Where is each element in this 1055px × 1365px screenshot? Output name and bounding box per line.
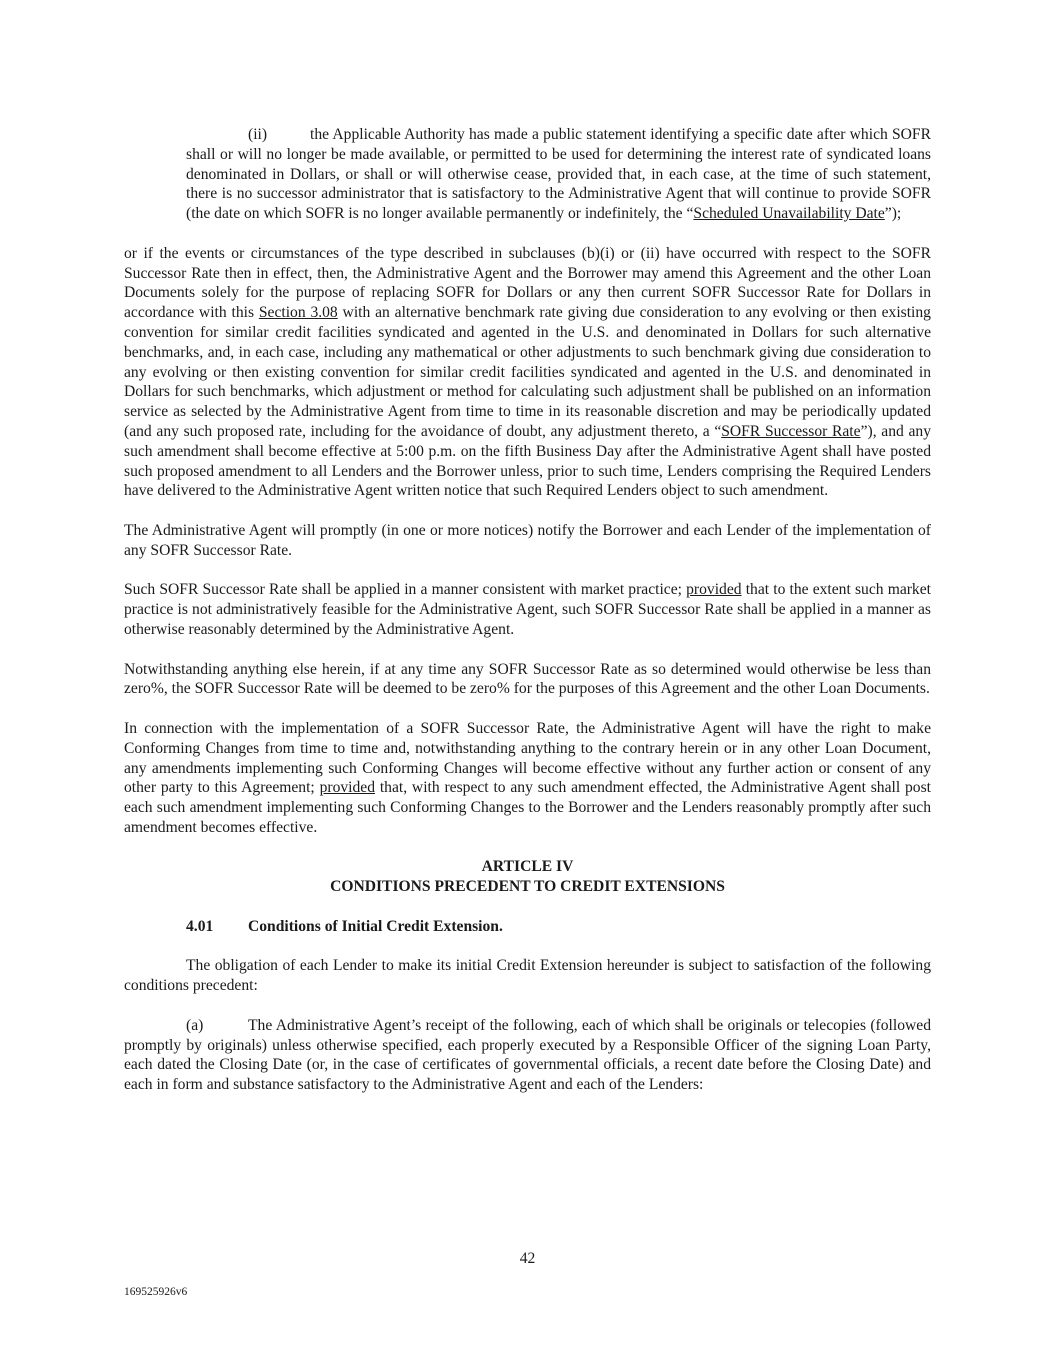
clause-a: [124, 1016, 931, 1095]
clause-ii-closing: ”);: [884, 205, 902, 223]
paragraph-obligation: The obligation of each Lender to make its initial Credit Extension hereunder is subject to satisfaction of the following conditions precedent:: [124, 957, 931, 995]
paragraph-applied-text-1: Such SOFR Successor Rate shall be applied in a manner consistent with market practice;: [124, 581, 687, 599]
paragraph-or-if-text-2: with an alternative benchmark rate giving due consideration to any evolving or then existing convention for similar credit facilities syndicated and agented in the U.S. and denominated in Dollars for such alternative benchmarks, and, in each case, including any mathematical or other adjustments to such benchmark giving due consideration to any evolving or then existing convention for similar credit facilities syndicated and agented in the U.S. and denominated in Dollars for such benchmarks, which adjustment or method for calculating such adjustment shall be published on an information service as selected by the Administrative Agent from time to time in its reasonable discretion and may be periodically updated (and any such proposed rate, including for the avoidance of doubt, any adjustment thereto, a “: [124, 304, 931, 440]
provided-term: provided: [319, 779, 376, 797]
clause-ii-marker: (ii): [248, 126, 268, 143]
clause-ii: [186, 125, 931, 224]
paragraph-applied: [124, 580, 931, 639]
section-number: 4.01: [186, 917, 214, 935]
section-reference: Section 3.08: [258, 304, 338, 322]
paragraph-zero-floor: Notwithstanding anything else herein, if at any time any SOFR Successor Rate as so determined would otherwise be less than zero%, the SOFR Successor Rate will be deemed to be zero% for the purposes of this Agreement and the other Loan Documents.: [124, 660, 931, 698]
document-id: 169525926v6: [124, 1286, 188, 1298]
paragraph-conforming-text-1: In connection with the implementation of a SOFR Successor Rate, the Administrative Agent will have the right to make Conforming Changes from time to time and, notwithstanding anything to the contrary herein or in any other Loan Document, any amendments implementing such Conforming Changes will become effective without any further action or consent of any other party to this Agreement;: [124, 719, 931, 797]
document-body: [124, 125, 931, 1115]
paragraph-conforming-text-2: that, with respect to any such amendment effected, the Administrative Agent shall post each such amendment implementing such Conforming Changes to the Borrower and the Lenders reasonably promptly after such amendment becomes effective.: [124, 779, 932, 836]
clause-a-text: The Administrative Agent’s receipt of the following, each of which shall be originals or telecopies (followed promptly by originals) unless otherwise specified, each properly executed by a Responsible Officer of the signing Loan Party, each dated the Closing Date (or, in the case of certificates of governmental officials, a recent date before the Closing Date) and each in form and substance satisfactory to the Administrative Agent and each of the Lenders:: [124, 1016, 931, 1094]
paragraph-or-if: [124, 244, 931, 501]
paragraph-notify: The Administrative Agent will promptly (in one or more notices) notify the Borrower and each Lender of the implementation of any SOFR Successor Rate.: [124, 521, 931, 559]
provided-term: provided: [686, 581, 742, 599]
paragraph-or-if-text-3: ”), and any such amendment shall become effective at 5:00 p.m. on the fifth Business Day after the Administrative Agent shall have posted such proposed amendment to all Lenders and the Borrower unless, prior to such time, Lenders comprising the Required Lenders have delivered to the Administrative Agent written notice that such Required Lenders object to such amendment.: [124, 422, 931, 500]
paragraph-conforming-changes: [124, 719, 931, 838]
article-number: ARTICLE IV: [481, 858, 574, 876]
clause-ii-text: the Applicable Authority has made a public statement identifying a specific date after which SOFR shall or will no longer be made available, or permitted to be used for determining the interest rate of syndicated loans denominated in Dollars, or shall or will otherwise cease, provided that, in each case, at the time of such statement, there is no successor administrator that is satisfactory to the Administrative Agent that will continue to provide SOFR (the date on which SOFR is no longer available permanently or indefinitely, the “: [186, 126, 931, 223]
page-number: 42: [519, 1250, 536, 1267]
article-heading: [124, 857, 931, 897]
defined-term-scheduled-unavailability-date: Scheduled Unavailability Date: [693, 205, 885, 223]
defined-term-sofr-successor-rate: SOFR Successor Rate: [721, 422, 861, 440]
section-title: Conditions of Initial Credit Extension.: [248, 917, 503, 935]
article-title: CONDITIONS PRECEDENT TO CREDIT EXTENSIONS: [330, 878, 725, 896]
clause-a-marker: (a): [186, 1016, 204, 1034]
section-heading: [186, 917, 931, 937]
paragraph-applied-text-2: that to the extent such market practice is not administratively feasible for the Administrative Agent, such SOFR Successor Rate shall be applied in a manner as otherwise reasonably determined by the Administrative Agent.: [124, 581, 931, 638]
paragraph-or-if-text-1: or if the events or circumstances of the type described in subclauses (b)(i) or (ii) have occurred with respect to the SOFR Successor Rate then in effect, then, the Administrative Agent and the Borrower may amend this Agreement and the other Loan Documents solely for the purpose of replacing SOFR for Dollars or any then current SOFR Successor Rate for Dollars in accordance with this: [124, 244, 931, 322]
